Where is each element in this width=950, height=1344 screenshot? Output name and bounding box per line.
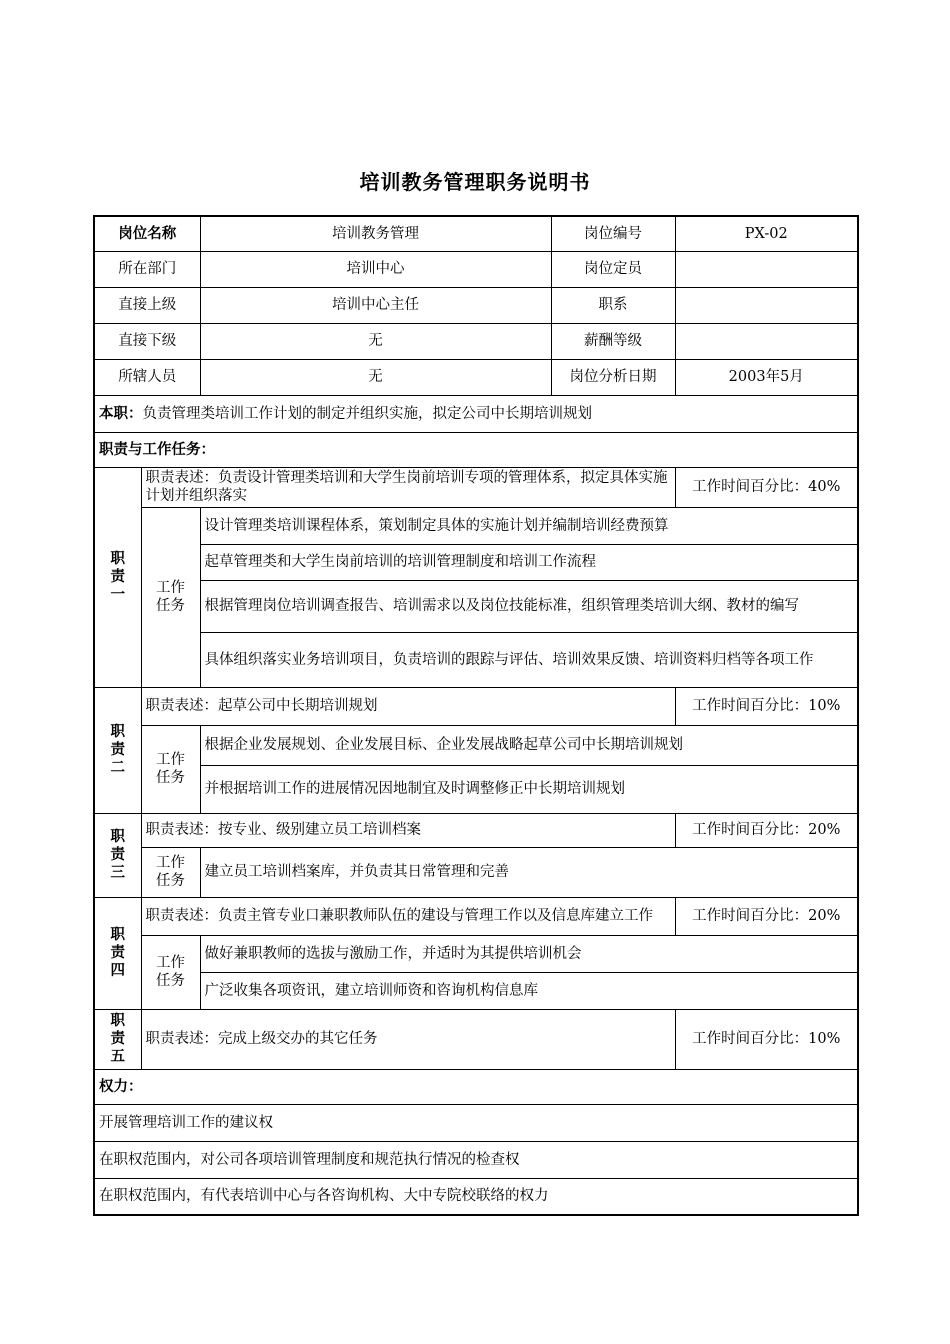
- duty-4-label: 职 责 四: [94, 897, 141, 1009]
- post-code-value: PX-02: [675, 216, 858, 251]
- analysis-date-value: 2003年5月: [675, 359, 858, 395]
- staffing-label: 岗位定员: [551, 251, 675, 287]
- duty-5-label: 职 责 五: [94, 1009, 141, 1069]
- managed-label: 所辖人员: [94, 359, 200, 395]
- dept-label: 所在部门: [94, 251, 200, 287]
- duty-1-description: 职责表述：负责设计管理类培训和大学生岗前培训专项的管理体系，拟定具体实施计划并组织落实: [141, 467, 675, 507]
- salary-label: 薪酬等级: [551, 323, 675, 359]
- duty-summary-row: [94, 395, 858, 432]
- duty-3-percent: 工作时间百分比：20%: [675, 813, 858, 847]
- duty-5-percent: 工作时间百分比：10%: [675, 1009, 858, 1069]
- duty-4-task-2: 广泛收集各项资讯，建立培训师资和咨询机构信息库: [200, 972, 858, 1009]
- duty-4-description: 职责表述：负责主管专业口兼职教师队伍的建设与管理工作以及信息库建立工作: [141, 897, 675, 935]
- duty-4-task-label: 工作 任务: [141, 935, 200, 1009]
- authority-item-3: 在职权范围内，有代表培训中心与各咨询机构、大中专院校联络的权力: [94, 1178, 858, 1215]
- superior-label: 直接上级: [94, 287, 200, 323]
- document-title: 培训教务管理职务说明书: [359, 170, 591, 194]
- duty-2-label: 职 责 二: [94, 687, 141, 813]
- analysis-date-label: 岗位分析日期: [551, 359, 675, 395]
- superior-value: 培训中心主任: [200, 287, 551, 323]
- duty-5-description: 职责表述：完成上级交办的其它任务: [141, 1009, 675, 1069]
- duty-2-task-2: 并根据培训工作的进展情况因地制宜及时调整修正中长期培训规划: [200, 765, 858, 813]
- duty-summary-text: 负责管理类培训工作计划的制定并组织实施，拟定公司中长期培训规划: [142, 405, 592, 422]
- salary-value: [675, 323, 858, 359]
- duty-summary-label: 本职：: [99, 405, 143, 422]
- duty-1-task-label: 工作 任务: [141, 507, 200, 687]
- staffing-value: [675, 251, 858, 287]
- duty-3-description: 职责表述：按专业、级别建立员工培训档案: [141, 813, 675, 847]
- duty-1-percent: 工作时间百分比：40%: [675, 467, 858, 507]
- post-name-value: 培训教务管理: [200, 216, 551, 251]
- authority-header: 权力：: [94, 1069, 858, 1104]
- duties-header: 职责与工作任务：: [94, 432, 858, 467]
- duty-4-task-1: 做好兼职教师的选拔与激励工作，并适时为其提供培训机会: [200, 935, 858, 972]
- authority-item-2: 在职权范围内，对公司各项培训管理制度和规范执行情况的检查权: [94, 1141, 858, 1178]
- duty-3-label: 职 责 三: [94, 813, 141, 897]
- duty-2-task-label: 工作 任务: [141, 725, 200, 813]
- duty-1-task-1: 设计管理类培训课程体系，策划制定具体的实施计划并编制培训经费预算: [200, 507, 858, 544]
- subordinate-label: 直接下级: [94, 323, 200, 359]
- duty-1-task-2: 起草管理类和大学生岗前培训的培训管理制度和培训工作流程: [200, 544, 858, 580]
- duty-3-task-label: 工作 任务: [141, 847, 200, 897]
- post-name-label: 岗位名称: [94, 216, 200, 251]
- authority-item-1: 开展管理培训工作的建议权: [94, 1104, 858, 1141]
- duty-3-task-1: 建立员工培训档案库，并负责其日常管理和完善: [200, 847, 858, 897]
- dept-value: 培训中心: [200, 251, 551, 287]
- post-code-label: 岗位编号: [551, 216, 675, 251]
- managed-value: 无: [200, 359, 551, 395]
- duty-2-percent: 工作时间百分比：10%: [675, 687, 858, 725]
- series-value: [675, 287, 858, 323]
- duty-1-task-4: 具体组织落实业务培训项目，负责培训的跟踪与评估、培训效果反馈、培训资料归档等各项工作: [200, 632, 858, 687]
- job-description-table: [93, 215, 859, 1216]
- duty-2-task-1: 根据企业发展规划、企业发展目标、企业发展战略起草公司中长期培训规划: [200, 725, 858, 765]
- series-label: 职系: [551, 287, 675, 323]
- duty-2-description: 职责表述：起草公司中长期培训规划: [141, 687, 675, 725]
- subordinate-value: 无: [200, 323, 551, 359]
- duty-4-percent: 工作时间百分比：20%: [675, 897, 858, 935]
- duty-1-task-3: 根据管理岗位培训调查报告、培训需求以及岗位技能标准，组织管理类培训大纲、教材的编写: [200, 580, 858, 632]
- duty-1-label: 职 责 一: [94, 467, 141, 687]
